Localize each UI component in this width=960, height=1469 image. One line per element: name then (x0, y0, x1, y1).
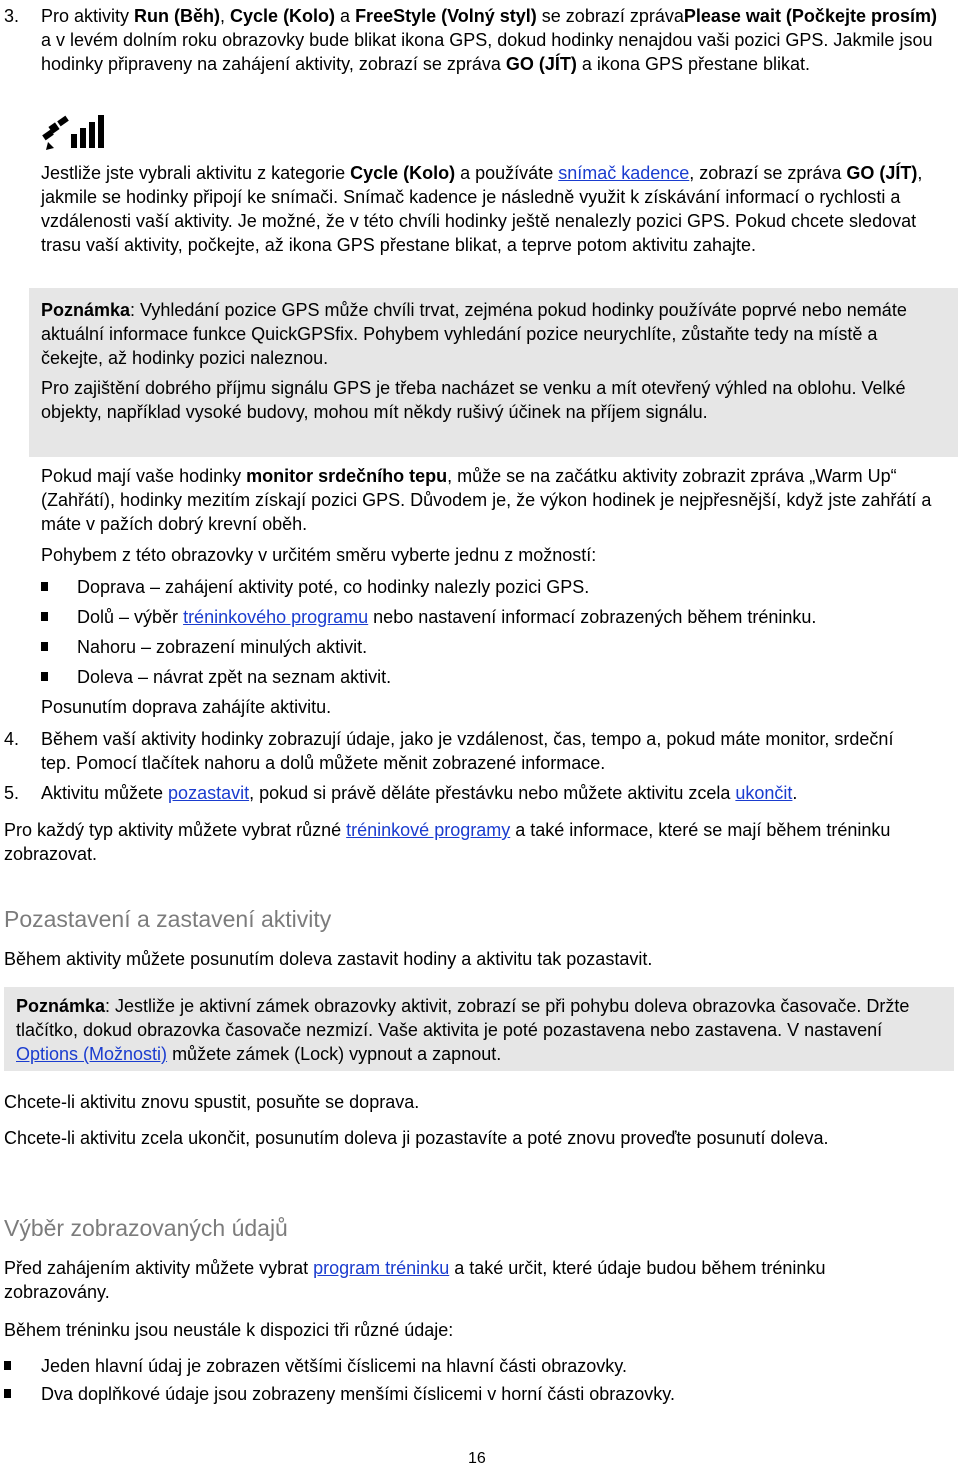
bullet-marker (4, 1361, 11, 1370)
programs-paragraph: Pro každý typ aktivity můžete vybrat různé tréninkové programy a také informace, které se mají během tréninku zobrazovat. (4, 820, 891, 864)
stop-link[interactable]: ukončit (735, 783, 793, 803)
list-number-3: 3. (4, 6, 20, 26)
training-programs-link[interactable]: tréninkové programy (346, 820, 511, 840)
bullet-marker (41, 642, 48, 651)
option-up: Nahoru – zobrazení minulých aktivit. (77, 637, 368, 657)
display-paragraph: Před zahájením aktivity můžete vybrat program tréninku a také určit, které údaje budou během tréninku zobrazovány. (4, 1258, 826, 1302)
bullet-marker (41, 612, 48, 621)
start-instruction: Posunutím doprava zahájíte aktivitu. (41, 697, 332, 717)
data-intro: Během tréninku jsou neustále k dispozici tři různé údaje: (4, 1320, 454, 1340)
option-right: Doprava – zahájení aktivity poté, co hodinky nalezly pozici GPS. (77, 577, 590, 597)
program-link[interactable]: program tréninku (313, 1258, 450, 1278)
pause-paragraph: Během aktivity můžete posunutím doleva zastavit hodiny a aktivitu tak pozastavit. (4, 949, 653, 969)
move-intro: Pohybem z této obrazovky v určitém směru vyberte jednu z možností: (41, 545, 597, 565)
stop-paragraph: Chcete-li aktivitu zcela ukončit, posunutím doleva ji pozastavíte a poté znovu proveďte posunutí doleva. (4, 1128, 829, 1148)
restart-paragraph: Chcete-li aktivitu znovu spustit, posuňte se doprava. (4, 1092, 420, 1112)
bullet-marker (4, 1389, 11, 1398)
note-gps-tip: Pro zajištění dobrého příjmu signálu GPS je třeba nacházet se venku a mít otevřený výhled na oblohu. Velké objekty, například vysoké budovy, mohou mít někdy rušivý účinek na příjem signálu. (41, 378, 906, 422)
cadence-sensor-link[interactable]: snímač kadence (558, 163, 690, 183)
option-left: Doleva – návrat zpět na seznam aktivit. (77, 667, 392, 687)
pause-link[interactable]: pozastavit (168, 783, 250, 803)
bullet-marker (41, 672, 48, 681)
list-number-5: 5. (4, 783, 20, 803)
options-link[interactable]: Options (Možnosti) (16, 1044, 168, 1064)
item3-paragraph: Pro aktivity Run (Běh), Cycle (Kolo) a FreeStyle (Volný styl) se zobrazí zprávaPlease wait (Počkejte prosím) a v levém dolním roku obrazovky bude blikat ikona GPS, dokud hodinky nenajdou vaši pozici GPS. Jakmile jsou hodinky připraveny na zahájení aktivity, zobrazí se zpráva GO (JÍT) a ikona GPS přestane blikat. (41, 6, 937, 74)
bullet-marker (41, 582, 48, 591)
data-bullet-secondary: Dva doplňkové údaje jsou zobrazeny menšími číslicemi v horní části obrazovky. (41, 1384, 675, 1404)
option-down: Dolů – výběr tréninkového programu nebo nastavení informací zobrazených během tréninku. (77, 607, 817, 627)
cadence-paragraph: Jestliže jste vybrali aktivitu z kategorie Cycle (Kolo) a používáte snímač kadence, zobrazí se zpráva GO (JÍT), jakmile se hodinky připojí ke snímači. Snímač kadence je následně využit k získávání informací o rychlosti a vzdálenosti vaší aktivity. Je možné, že v této chvíli hodinky ještě nenalezly pozici GPS. Pokud chcete sledovat trasu vaší aktivity, počkejte, až ikona GPS přestane blikat, a teprve potom aktivitu zahajte. (41, 163, 923, 255)
heart-rate-paragraph: Pokud mají vaše hodinky monitor srdečního tepu, může se na začátku aktivity zobrazit zpráva „Warm Up“ (Zahřátí), hodinky mezitím získají pozici GPS. Důvodem je, že výkon hodinek je nejpřesnější, když jste zahřátí a máte v pažích dobrý krevní oběh. (41, 466, 932, 534)
data-bullet-main: Jeden hlavní údaj je zobrazen většími číslicemi na hlavní části obrazovky. (41, 1356, 627, 1376)
gps-signal-icon (41, 112, 107, 152)
item5-paragraph: Aktivitu můžete pozastavit, pokud si právě děláte přestávku nebo můžete aktivitu zcela ukončit. (41, 783, 798, 803)
page-number: 16 (468, 1450, 486, 1467)
section-heading-pause: Pozastavení a zastavení aktivity (4, 906, 332, 932)
training-program-link[interactable]: tréninkového programu (183, 607, 369, 627)
item4-paragraph: Během vaší aktivity hodinky zobrazují údaje, jako je vzdálenost, čas, tempo a, pokud máte monitor, srdeční tep. Pomocí tlačítek nahoru a dolů můžete měnit zobrazené informace. (41, 729, 894, 773)
list-number-4: 4. (4, 729, 20, 749)
section-heading-display: Výběr zobrazovaných údajů (4, 1215, 288, 1241)
note-paragraph: Poznámka: Vyhledání pozice GPS může chvíli trvat, zejména pokud hodinky používáte poprvé nebo nemáte aktuální informace funkce QuickGPSfix. Pohybem vyhledání pozice neurychlíte, zůstaňte tedy na místě a čekejte, až hodinky pozici naleznou. (41, 300, 907, 368)
lock-note-paragraph: Poznámka: Jestliže je aktivní zámek obrazovky aktivit, zobrazí se při pohybu doleva obrazovka časovače. Držte tlačítko, dokud obrazovka časovače nezmizí. Vaše aktivita je poté pozastavena nebo zastavena. V nastavení Options (Možnosti) můžete zámek (Lock) vypnout a zapnout. (16, 996, 910, 1064)
